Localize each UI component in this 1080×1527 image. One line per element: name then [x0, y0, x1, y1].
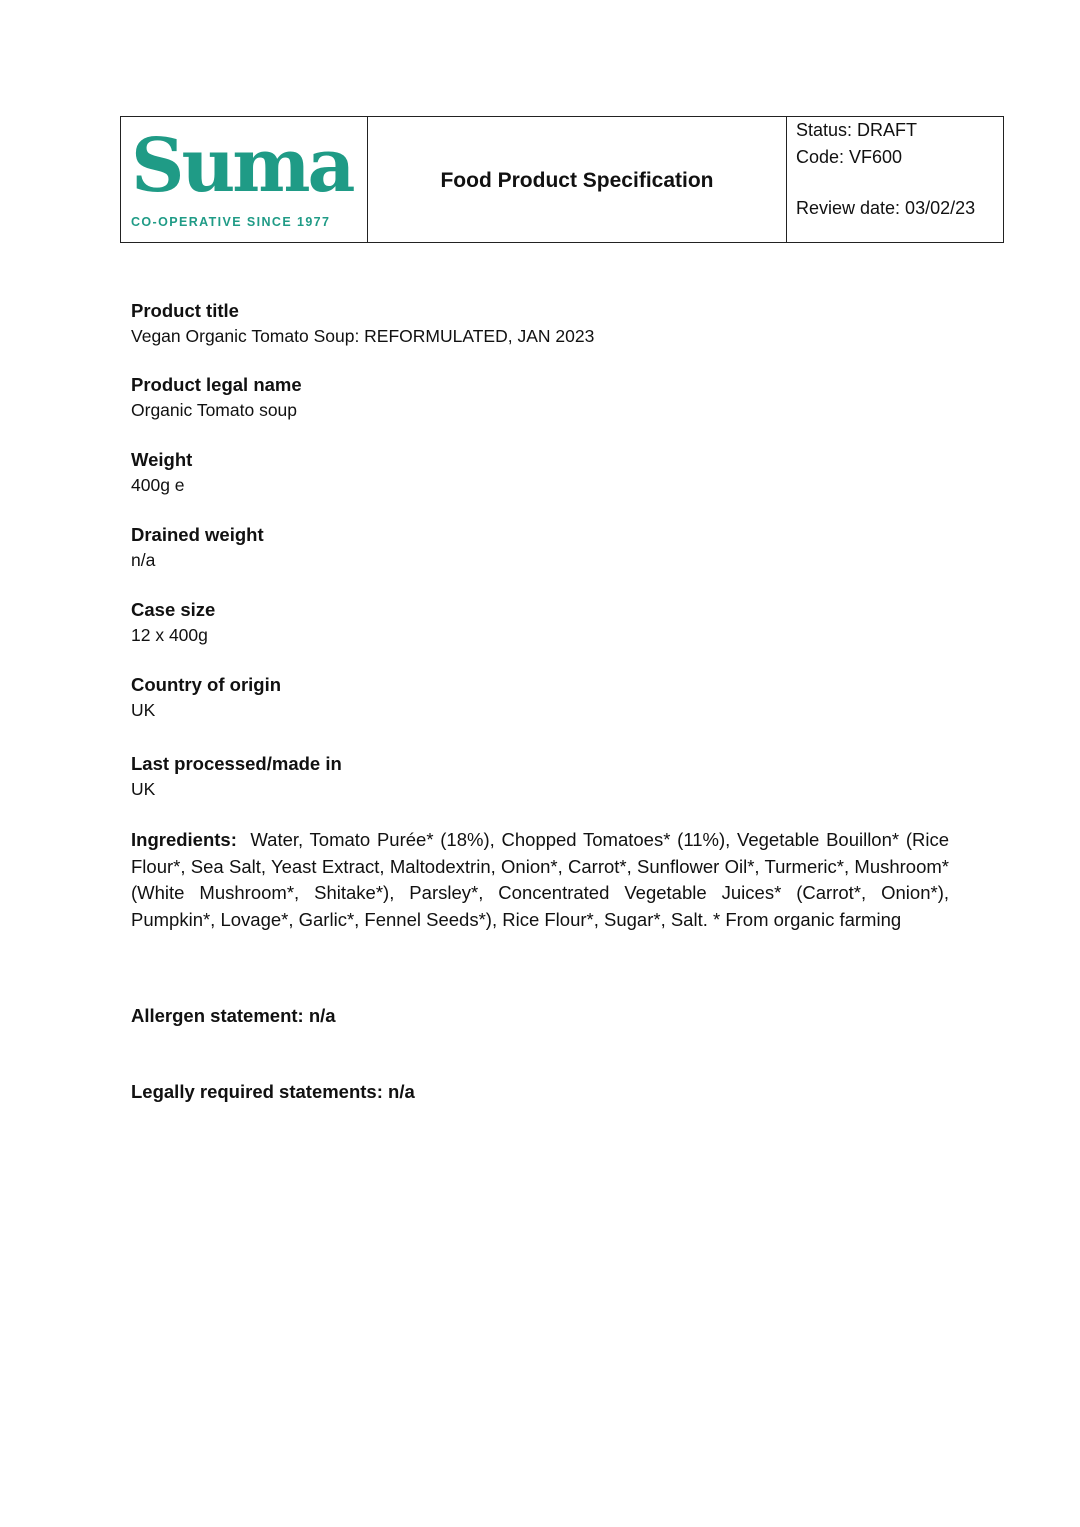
- logo-tagline: CO-OPERATIVE SINCE 1977: [131, 215, 331, 229]
- field-value: 12 x 400g: [131, 625, 208, 645]
- field-label: Product legal name: [131, 374, 302, 395]
- legal-statement: Legally required statements: n/a: [131, 1081, 415, 1102]
- review-date-text: Review date: 03/02/23: [796, 198, 976, 218]
- field-weight: [131, 447, 951, 497]
- field-drained-weight: [131, 522, 951, 572]
- field-label: Country of origin: [131, 674, 282, 695]
- field-value: Vegan Organic Tomato Soup: REFORMULATED, JAN 2023: [131, 326, 595, 346]
- field-value: n/a: [131, 550, 156, 570]
- field-last-processed: [131, 751, 951, 801]
- ingredients-paragraph: [131, 827, 949, 933]
- field-label: Weight: [131, 449, 193, 470]
- field-label: Last processed/made in: [131, 753, 342, 774]
- status-text: Status: DRAFT: [796, 120, 918, 140]
- field-value: 400g e: [131, 475, 185, 495]
- spec-content: [131, 298, 951, 1105]
- meta-cell: [787, 117, 1003, 242]
- allergen-statement: Allergen statement: n/a: [131, 1005, 336, 1026]
- document-title: Food Product Specification: [440, 168, 714, 192]
- ingredients-label: Ingredients:: [131, 829, 237, 850]
- field-value: UK: [131, 779, 156, 799]
- field-label: Product title: [131, 300, 239, 321]
- field-product-title: [131, 298, 951, 348]
- ingredients-text: Water, Tomato Purée* (18%), Chopped Tomatoes* (11%), Vegetable Bouillon* (Rice Flour*, Sea Salt, Yeast Extract, Maltodextrin, Onion*, Carrot*, Sunflower Oil*, Turmeric*, Mushroom* (White Mushroom*, Shitake*), Parsley*, Concentrated Vegetable Juices* (Carrot*, Onion*), Pumpkin*, Lovage*, Garlic*, Fennel Seeds*), Rice Flour*, Sugar*, Salt. * From organic farming: [131, 829, 950, 930]
- field-label: Case size: [131, 599, 216, 620]
- suma-logo: Suma: [131, 123, 353, 209]
- title-cell: [368, 117, 787, 242]
- field-value: Organic Tomato soup: [131, 400, 298, 420]
- header-table: [120, 116, 1004, 243]
- field-label: Drained weight: [131, 524, 264, 545]
- field-value: UK: [131, 700, 156, 720]
- code-text: Code: VF600: [796, 147, 903, 167]
- field-legal-name: [131, 372, 951, 422]
- logo-cell: [121, 117, 368, 242]
- field-country-of-origin: [131, 672, 951, 722]
- field-case-size: [131, 597, 951, 647]
